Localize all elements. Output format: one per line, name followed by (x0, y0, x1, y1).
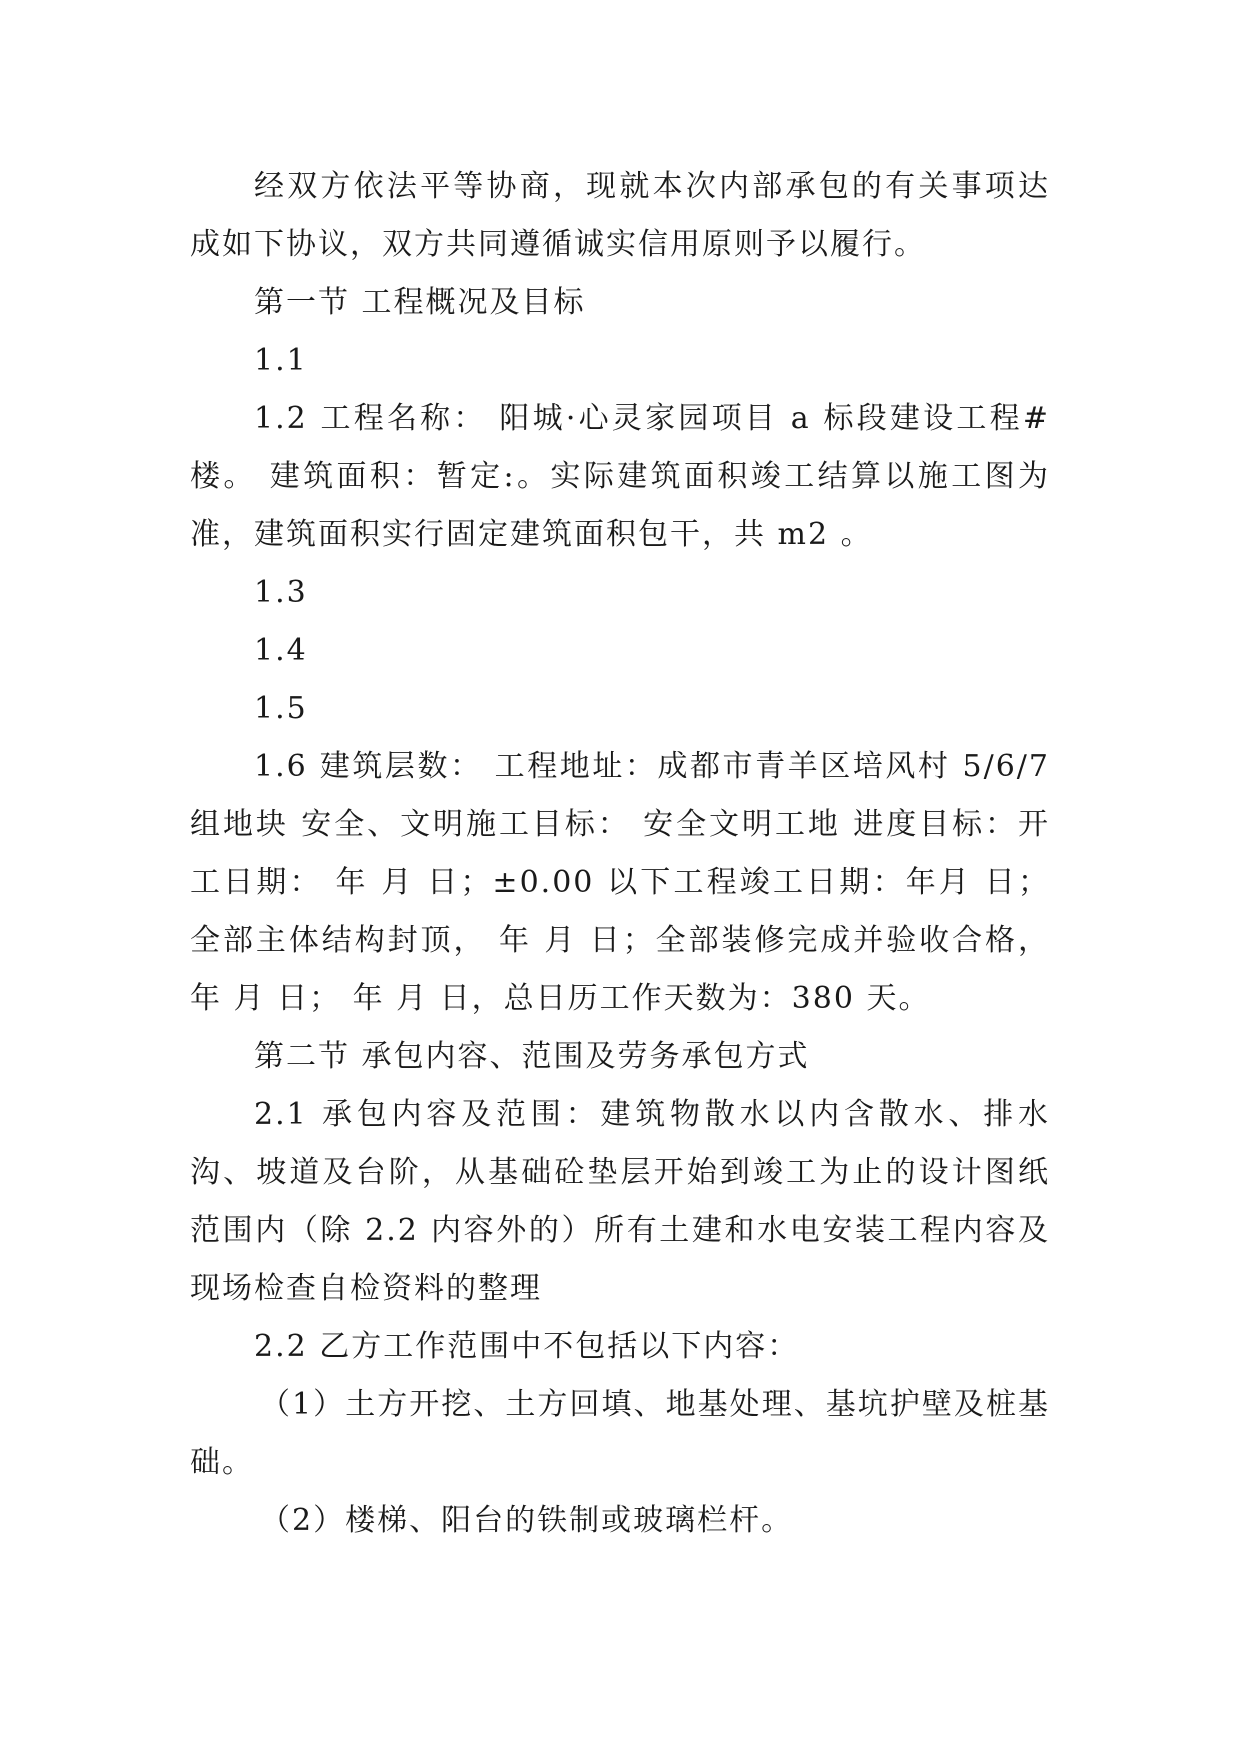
clause-1-6: 1.6 建筑层数： 工程地址：成都市青羊区培风村 5/6/7 组地块 安全、文明施工目标： 安全文明工地 进度目标：开工日期： 年 月 日；±0.00 以下工程竣工日期：年月 日；全部主体结构封顶， 年 月 日；全部装修完成并验收合格，年 月 日； 年 月 日，总日历工作天数为：380 天。 (190, 749, 1050, 1016)
list-item-2: （2）楼梯、阳台的铁制或玻璃栏杆。 (260, 1503, 794, 1538)
section-heading-1: 第一节 工程概况及目标 (254, 285, 586, 320)
clause-1-3: 1.3 (254, 575, 308, 610)
list-item-1: （1）土方开挖、土方回填、地基处理、基坑护壁及桩基础。 (190, 1387, 1050, 1480)
clause-1-2: 1.2 工程名称： 阳城·心灵家园项目 a 标段建设工程#楼。 建筑面积：暂定:。实际建筑面积竣工结算以施工图为准，建筑面积实行固定建筑面积包干，共 m2 。 (190, 401, 1050, 552)
clause-1-5: 1.5 (254, 691, 308, 726)
document-body (190, 158, 1050, 1550)
clause-1-1: 1.1 (254, 343, 308, 378)
paragraph-intro: 经双方依法平等协商，现就本次内部承包的有关事项达成如下协议，双方共同遵循诚实信用原则予以履行。 (190, 169, 1050, 262)
section-heading-2: 第二节 承包内容、范围及劳务承包方式 (254, 1039, 810, 1074)
clause-2-1: 2.1 承包内容及范围：建筑物散水以内含散水、排水沟、坡道及台阶，从基础砼垫层开始到竣工为止的设计图纸范围内（除 2.2 内容外的）所有土建和水电安装工程内容及现场检查自检资料的整理 (190, 1097, 1050, 1306)
clause-2-2: 2.2 乙方工作范围中不包括以下内容： (254, 1329, 800, 1364)
clause-1-4: 1.4 (254, 633, 308, 668)
